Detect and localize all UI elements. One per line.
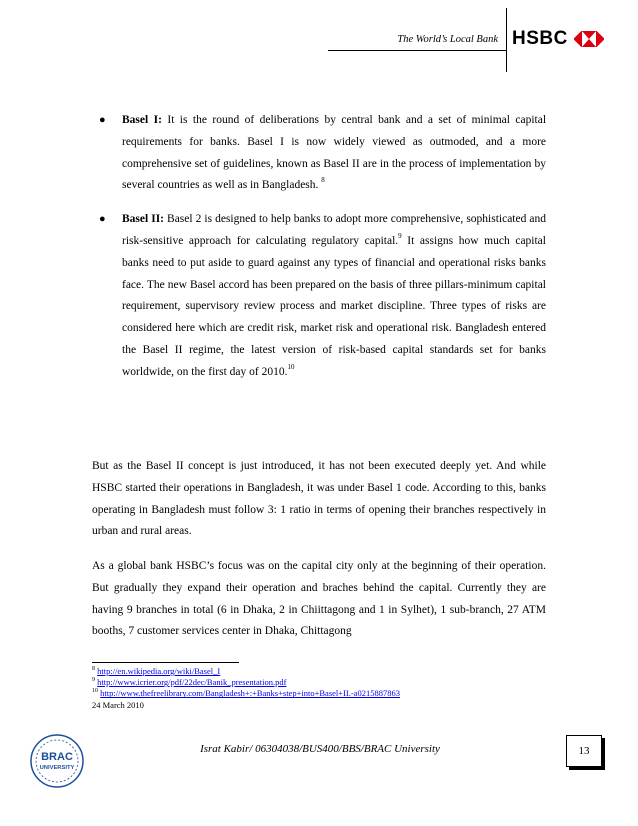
footnote-ref: 8 (321, 176, 325, 185)
body-paragraph: But as the Basel II concept is just introduced, it has not been executed deeply yet. And while HSBC started their operations in Bangladesh, it was under Basel 1 code. According to this, banks operating in Bangladesh must follow 3: 1 ratio in terms of opening their branches respectively in urban and rural areas. (92, 460, 546, 538)
footnote-number: 8 (92, 666, 95, 672)
basel-bullet-list (92, 110, 546, 384)
footnote-link[interactable]: http://www.icrier.org/pdf/22dec/Banik_presentation.pdf (97, 677, 287, 688)
footnote-link[interactable]: http://www.thefreelibrary.com/Bangladesh+:+Banks+step+into+Basel+II.-a0215887863 (100, 688, 400, 699)
footnote-link[interactable]: http://en.wikipedia.org/wiki/Basel_I (97, 666, 221, 676)
brac-university-logo (30, 734, 84, 788)
hsbc-hexagon-icon (574, 31, 604, 47)
footnote-item (92, 666, 552, 677)
footnote-ref: 9 (398, 231, 402, 240)
bullet-title: Basel II: (122, 213, 164, 226)
hsbc-logo (512, 28, 604, 50)
footnote-item (92, 688, 552, 699)
footnote-separator (92, 662, 239, 663)
bullet-text: Basel 2 is designed to help banks to adopt more comprehensive, sophisticated and risk-sensitive approach for calculating regulatory capital. (122, 213, 546, 247)
hsbc-logo-text: HSBC (512, 28, 568, 49)
header-title: The World’s Local Bank (397, 34, 498, 45)
bullet-basel-2 (92, 209, 546, 383)
footnote-number: 10 (92, 688, 98, 695)
bullet-title: Basel I: (122, 114, 162, 126)
bullet-basel-1 (92, 110, 546, 197)
bullet-dot-icon: ● (99, 213, 106, 226)
footnote-ref: 10 (287, 362, 295, 371)
bullet-text: It assigns how much capital banks need to put aside to guard against any types of financial and operational risks banks face. The new Basel accord has been prepared on the basis of three pillars-minimum capital requirement, supervisory review process and market discipline. Three types of risks are considered here which are credit risk, market risk and operational risk. Bangladesh entered the Basel II regime, the latest version of risk-based capital standards set for banks worldwide, on the first day of 2010. (122, 234, 546, 378)
header-divider (506, 8, 507, 72)
body-paragraph: As a global bank HSBC’s focus was on the capital city only at the beginning of their operation. But gradually they expand their operation and braches behind the capital. Currently they are having 9 branches in total (6 in Dhaka, 2 in Chiittagong and 1 in Sylhet), 1 sub-branch, 27 ATM booths, 7 customer services center in Dhaka, Chittagong (92, 560, 546, 638)
page-number: 13 (566, 735, 602, 767)
footnote-number: 9 (92, 677, 95, 684)
footer-author: Israt Kabir/ 06304038/BUS400/BBS/BRAC University (200, 743, 440, 755)
footnote-date: 24 March 2010 (92, 699, 144, 710)
footnote-item (92, 677, 552, 688)
brac-logo-bottom-text: UNIVERSITY (39, 765, 75, 771)
footnotes (92, 666, 552, 711)
header-rule (328, 50, 506, 51)
bullet-dot-icon: ● (99, 114, 106, 126)
brac-logo-top-text: BRAC (41, 751, 73, 763)
bullet-text: It is the round of deliberations by central bank and a set of minimal capital requirements for banks. Basel I is now widely viewed as outmoded, and a more comprehensive set of guidelines, known as Basel II are in the process of implementation by several countries as well as in Bangladesh. (122, 114, 547, 192)
